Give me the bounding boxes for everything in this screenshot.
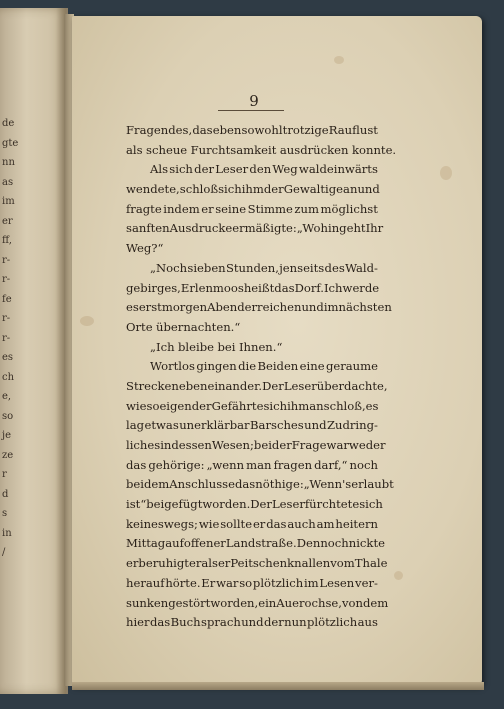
- left-page-fragment: ff,: [2, 235, 12, 246]
- page-number: 9: [249, 92, 259, 110]
- paper-stain: [394, 571, 403, 580]
- left-page-fragment: r: [2, 469, 7, 480]
- page-number-rule: [218, 110, 284, 111]
- paper-stain: [334, 56, 344, 64]
- left-page-fragment: r-: [2, 332, 11, 344]
- left-page-fragment: so: [2, 410, 14, 422]
- left-page-fragment: /: [2, 547, 6, 558]
- text-line: wendete, schloß sich ihm der Gewaltige an und: [126, 182, 380, 197]
- left-page-fragment: nn: [2, 157, 15, 168]
- paper-stain: [440, 166, 452, 180]
- left-page-fragment: r-: [2, 274, 11, 285]
- text-line: fragte indem er seine Stimme zum möglichst: [126, 201, 378, 216]
- text-line: Als sich der Leser den Weg waldeinwärts: [150, 162, 378, 177]
- text-line: keineswegs; wie sollte er das auch am heitern: [126, 516, 378, 531]
- left-page-fragment: r-: [2, 313, 11, 324]
- left-page-fragment: je: [2, 430, 12, 441]
- left-page-edge: [0, 8, 68, 694]
- text-line: herauf hörte. Er war so plötzlich im Lesen ver-: [126, 575, 378, 590]
- left-page-fragment: e,: [2, 391, 12, 402]
- text-line: lag etwas unerklärbar Barsches und Zudring-: [126, 418, 378, 433]
- text-line: sanften Ausdrucke ermäßigte: „Wohin geht Ihr: [126, 221, 384, 236]
- text-line: liches in dessen Wesen; bei der Frage war weder: [126, 438, 386, 452]
- text-line: gebirges, Erlenmoos heißt das Dorf. Ich werde: [126, 280, 380, 295]
- left-page-fragment: fe: [2, 293, 12, 305]
- text-line: als scheue Furchtsamkeit ausdrücken konnte.: [126, 142, 397, 157]
- text-line: Weg?“: [126, 241, 164, 256]
- left-page-fragment: ch: [2, 371, 15, 383]
- text-line: es erst morgen Abend erreichen und im nächsten: [126, 300, 392, 315]
- text-line: Strecke nebeneinander. Der Leser überdachte,: [126, 378, 388, 393]
- paper-stain: [80, 316, 94, 326]
- left-page-fragment: de: [2, 118, 15, 129]
- left-page-fragment: as: [2, 176, 14, 188]
- left-page-fragment: es: [2, 352, 14, 363]
- left-page-fragment: d: [2, 488, 9, 500]
- text-line: Mittag auf offener Landstraße. Dennoch nickte: [126, 536, 385, 551]
- text-line: Orte übernachten.“: [126, 319, 241, 334]
- left-page-fragment: r-: [2, 254, 11, 266]
- text-line: das gehörige: „wenn man fragen darf,“ noch: [126, 457, 378, 472]
- left-page-fragment: in: [2, 527, 12, 539]
- text-line: Fragendes, das eben sowohl trotzige Rauflust: [126, 123, 378, 137]
- text-line: „Noch sieben Stunden, jenseits des Wald-: [150, 260, 378, 275]
- left-page-fragment: s: [2, 508, 8, 519]
- text-line: ist“ beigefügt worden. Der Leser fürchtete sich: [126, 497, 383, 512]
- text-line: bei dem Anschlusse das nöthige: „Wenn's erlaubt: [126, 477, 394, 492]
- text-line: wie so eigen der Gefährte sich ihm anschloß, es: [126, 398, 379, 413]
- text-line: hier das Buch sprach und der nun plötzlich aus: [126, 615, 378, 630]
- text-line: sunken gestört worden, ein Auerochse, von dem: [126, 595, 389, 610]
- body-text: [126, 121, 397, 633]
- left-page-fragment: gte: [2, 137, 19, 149]
- text-line: Wortlos gingen die Beiden eine geraume: [150, 359, 378, 374]
- left-page-fragment: ze: [2, 449, 14, 461]
- text-line: „Ich bleibe bei Ihnen.“: [150, 339, 283, 354]
- text-line: er beruhigter als er Peitschenknallen vom Thale: [126, 556, 388, 571]
- page-bottom-edge: [72, 682, 484, 690]
- left-page-fragment: er: [2, 215, 13, 227]
- left-page-fragment: im: [2, 196, 15, 207]
